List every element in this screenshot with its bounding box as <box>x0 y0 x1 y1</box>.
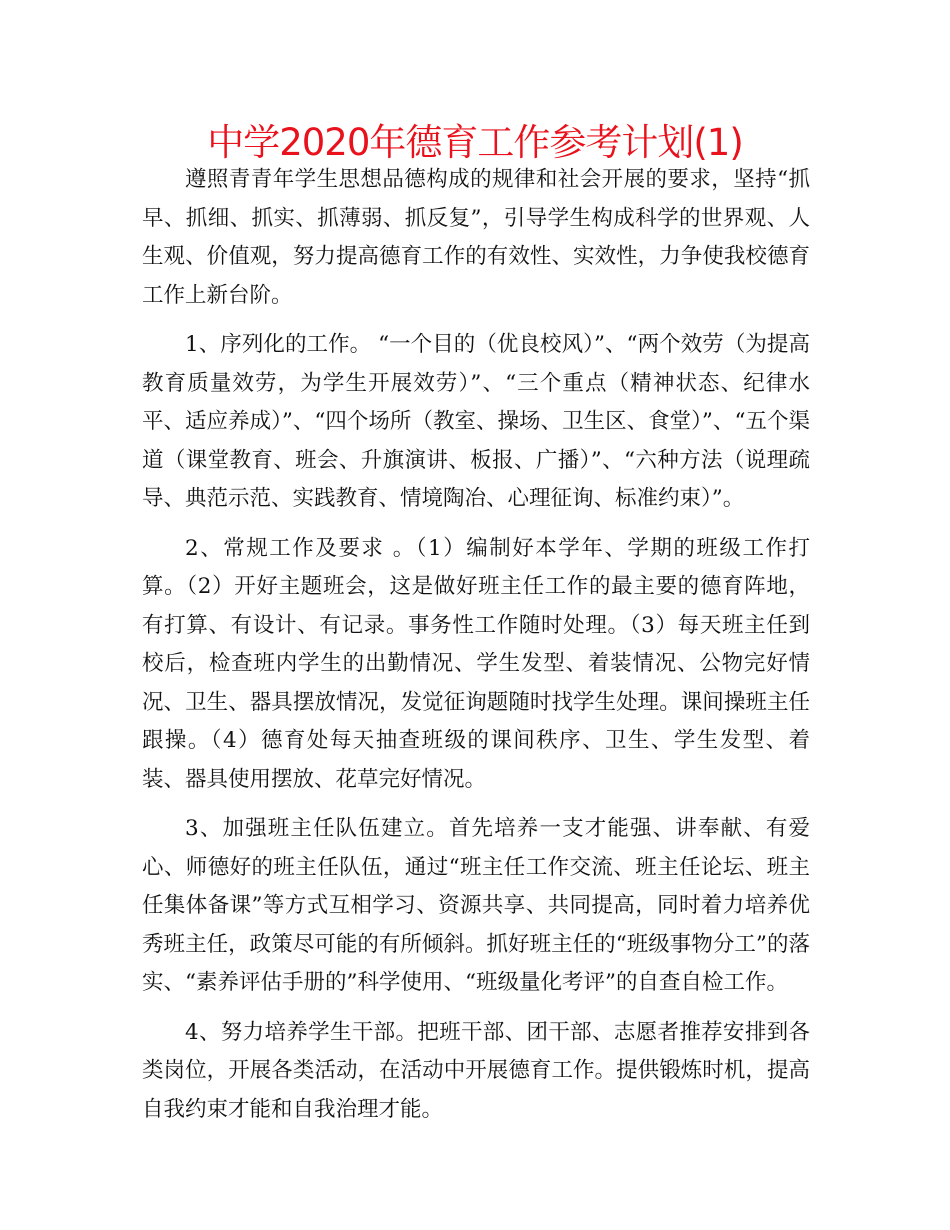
paragraph-section-2: 2、常规工作及要求 。（1）编制好本学年、学期的班级工作打算。（2）开好主题班会，这是做好班主任工作的最主要的德育阵地，有打算、有设计、有记录。事务性工作随时处理。（3）每天班主任到校后，检查班内学生的出勤情况、学生发型、着装情况、公物完好情况、卫生、器具摆放情况，发觉征询题随时找学生处理。课间操班主任跟操。（4）德育处每天抽查班级的课间秩序、卫生、学生发型、着装、器具使用摆放、花草完好情况。 <box>142 535 810 792</box>
paragraph-section-3: 3、加强班主任队伍建立。首先培养一支才能强、讲奉献、有爱心、师德好的班主任队伍，通过“班主任工作交流、班主任论坛、班主任集体备课”等方式互相学习、资源共享、共同提高，同时着力培养优秀班主任，政策尽可能的有所倾斜。抓好班主任的“班级事物分工”的落实、“素养评估手册的”科学使用、“班级量化考评”的自查自检工作。 <box>142 816 810 995</box>
paragraph-intro: 遵照青青年学生思想品德构成的规律和社会开展的要求，坚持“抓早、抓细、抓实、抓薄弱、抓反复”，引导学生构成科学的世界观、人生观、价值观，努力提高德育工作的有效性、实效性，力争使我校德育工作上新台阶。 <box>142 167 810 308</box>
document-body <box>142 161 810 1140</box>
paragraph-section-4: 4、努力培养学生干部。把班干部、团干部、志愿者推荐安排到各类岗位，开展各类活动，在活动中开展德育工作。提供锻炼时机，提高自我约束才能和自我治理才能。 <box>142 1019 810 1122</box>
paragraph-section-1: 1、序列化的工作。 “一个目的（优良校风）”、“两个效劳（为提高教育质量效劳，为学生开展效劳）”、“三个重点（精神状态、纪律水平、适应养成）”、“四个场所（教室、操场、卫生区、食堂）”、“五个渠道（课堂教育、班会、升旗演讲、板报、广播）”、“六种方法（说理疏导、典范示范、实践教育、情境陶冶、心理征询、标准约束）”。 <box>142 332 810 511</box>
document-title: 中学2020年德育工作参考计划(1) <box>207 121 743 164</box>
